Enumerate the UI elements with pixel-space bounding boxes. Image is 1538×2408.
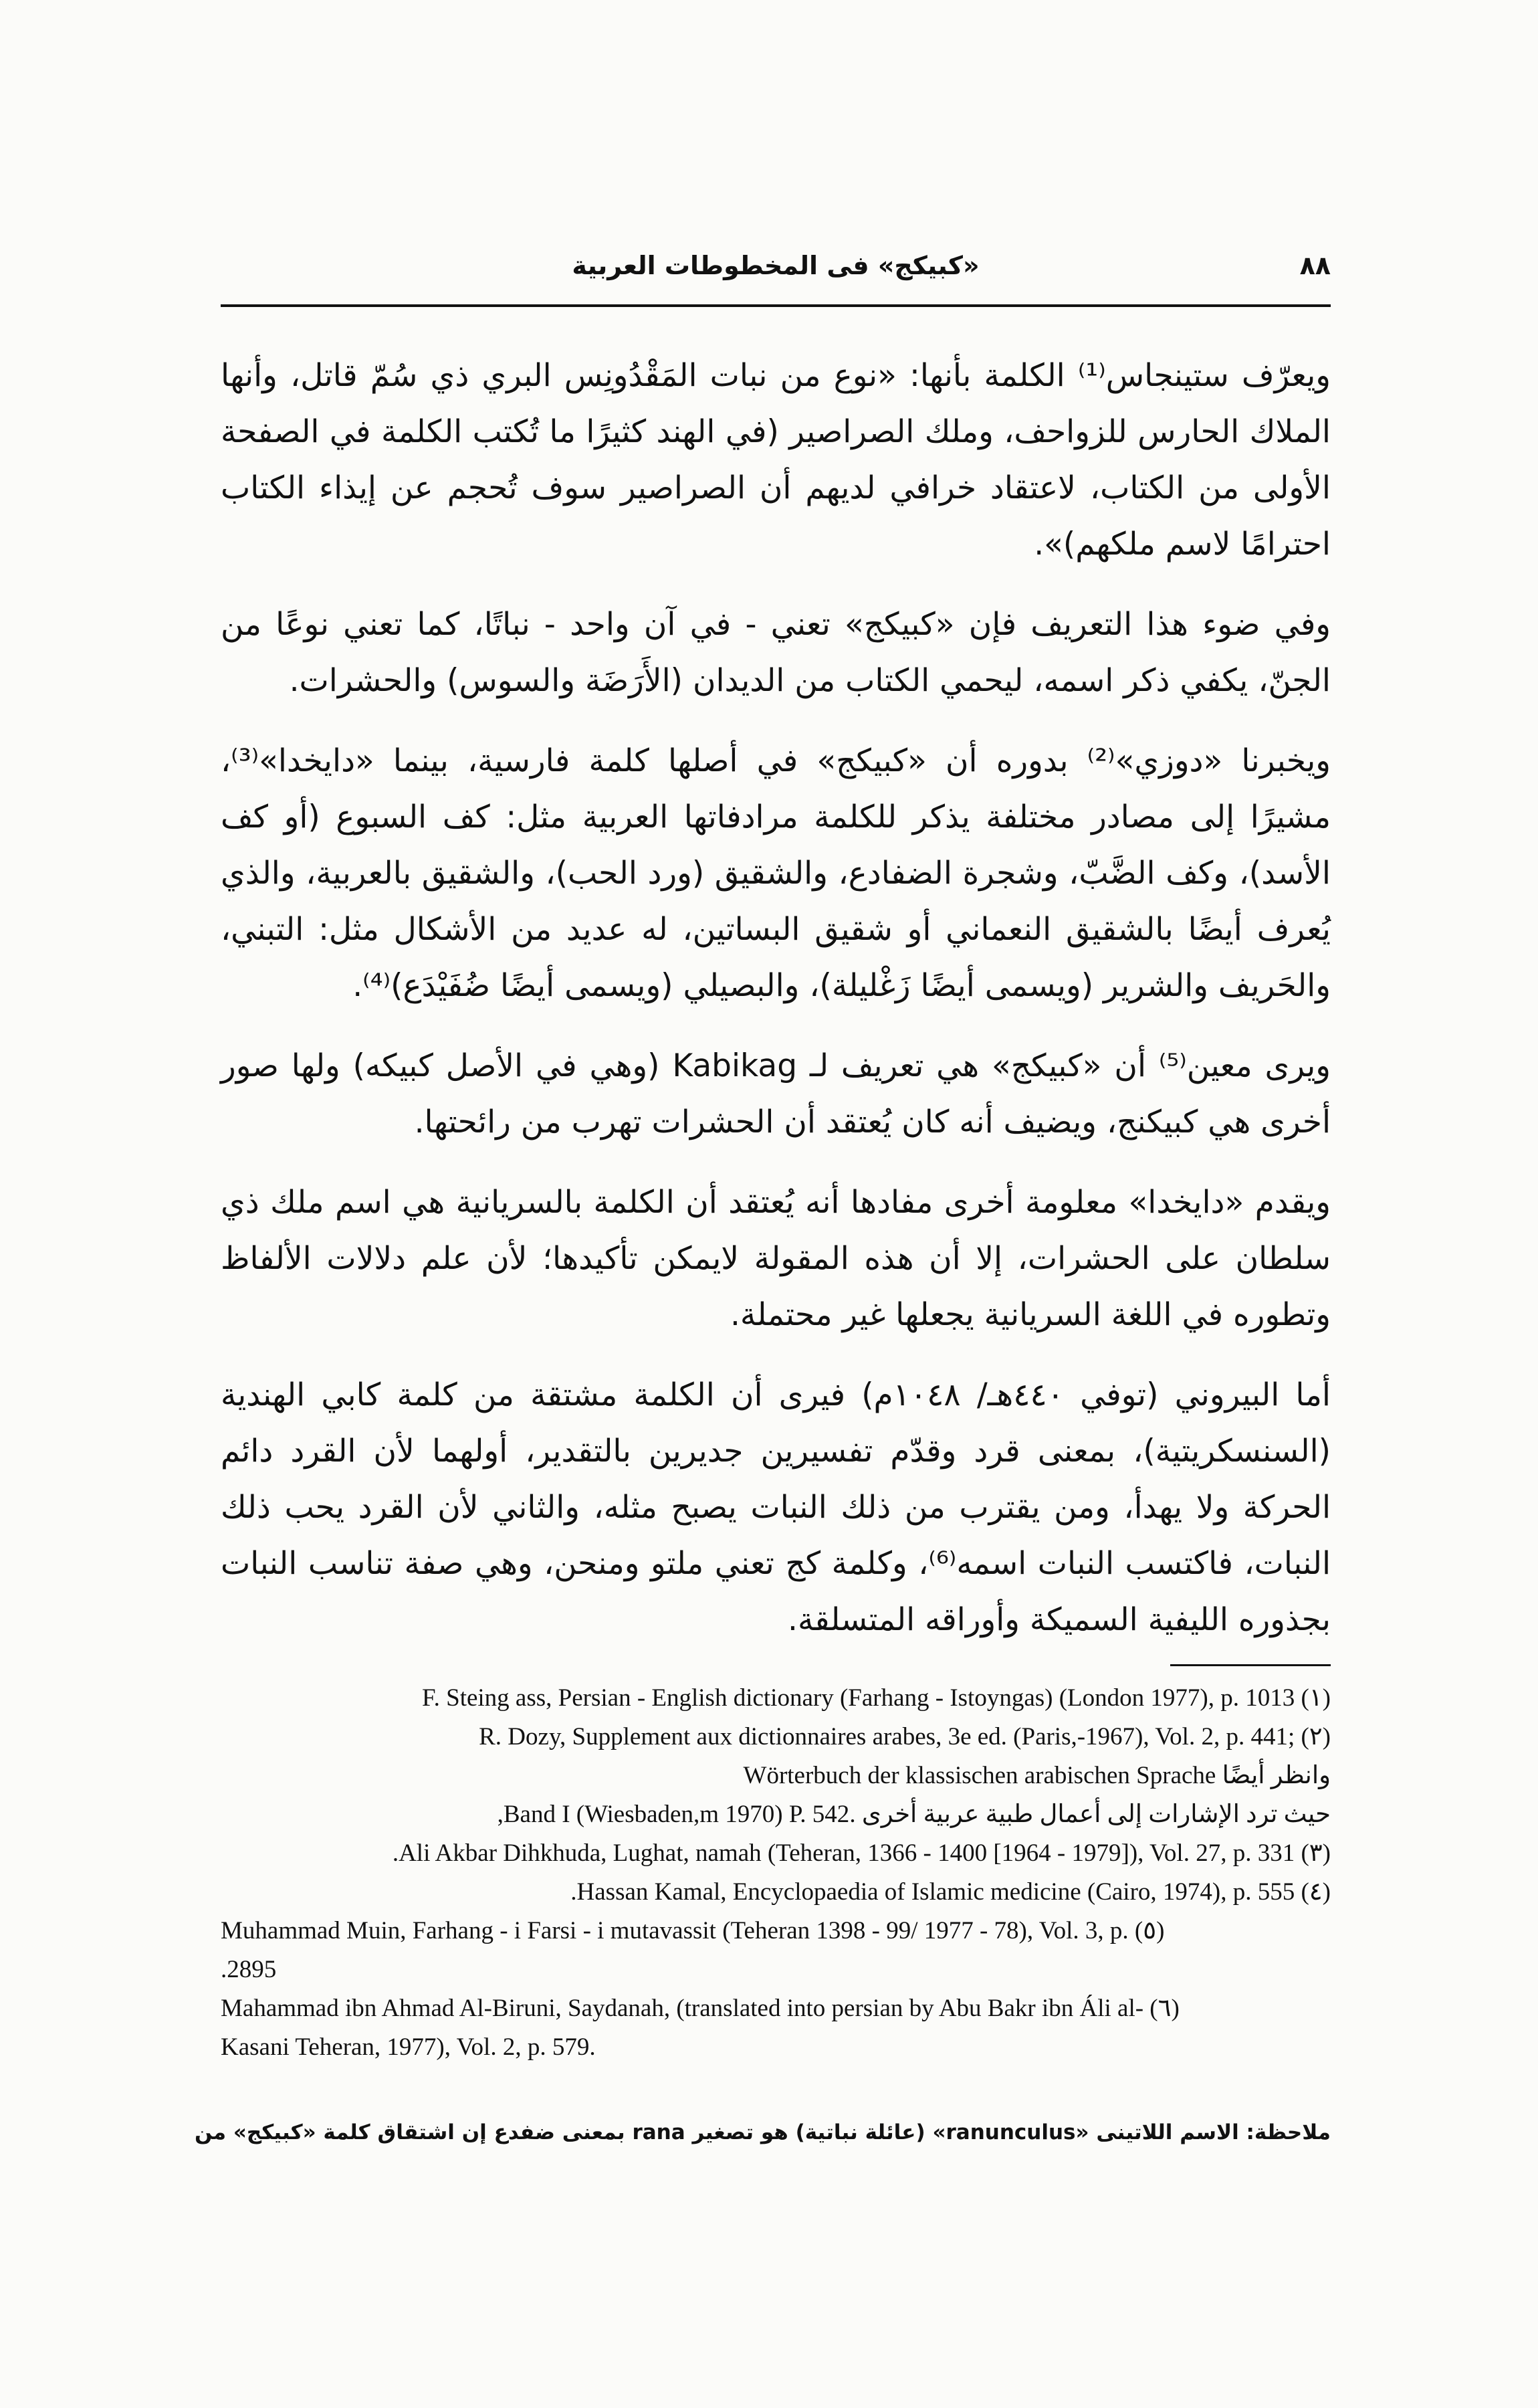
footnote: .2895 — [221, 1956, 277, 1983]
paragraph: وفي ضوء هذا التعريف فإن «كبيكج» تعني - في آن واحد - نباتًا، كما تعني نوعًا من الجنّ، يكفي ذكر اسمه، ليحمي الكتاب من الديدان (الأَرَضَة والسوس) والحشرات. — [221, 606, 1331, 699]
footnote: .Hassan Kamal, Encyclopaedia of Islamic medicine (Cairo, 1974), p. 555 (٤) — [570, 1878, 1331, 1906]
footnotes — [221, 1679, 1331, 2067]
footnote: Muhammad Muin, Farhang - i Farsi - i mutavassit (Teheran 1398 - 99/ 1977 - 78), Vol. 3, p. (٥) — [221, 1917, 1165, 1944]
footnote: وانظر أيضًا Wörterbuch der klassischen arabischen Sprache — [743, 1762, 1331, 1789]
footnote: حيث ترد الإشارات إلى أعمال طبية عربية أخرى .Band I (Wiesbaden,m 1970) P. 542, — [497, 1801, 1331, 1828]
header-rule — [221, 304, 1331, 307]
paragraph: ويرى معين⁽⁵⁾ أن «كبيكج» هي تعريف لـ Kabikag (وهي في الأصل كبيكه) ولها صور أخرى هي كبيكنج، ويضيف أنه كان يُعتقد أن الحشرات تهرب من رائحتها. — [221, 1047, 1331, 1140]
footnote: Kasani Teheran, 1977), Vol. 2, p. 579. — [221, 2033, 596, 2061]
footnote: F. Steing ass, Persian - English dictionary (Farhang - Istoyngas) (London 1977), p. 1013 (١) — [422, 1684, 1331, 1712]
footnote: .Ali Akbar Dihkhuda, Lughat, namah (Teheran, 1366 - 1400 [1964 - 1979]), Vol. 27, p. 331 (٣) — [392, 1839, 1331, 1867]
running-title: «كبيكج» فى المخطوطات العربية — [572, 251, 980, 280]
footnote: R. Dozy, Supplement aux dictionnaires arabes, 3e ed. (Paris,-1967), Vol. 2, p. 441; (٢) — [479, 1723, 1331, 1750]
paragraph: ويخبرنا «دوزي»⁽²⁾ بدوره أن «كبيكج» في أصلها كلمة فارسية، بينما «دايخدا»⁽³⁾، مشيرًا إلى مصادر مختلفة يذكر للكلمة مرادفاتها العربية مثل: كف السبوع (أو كف الأسد)، وكف الضَّبّ، وشجرة الضفادع، والشقيق (ورد الحب)، والشقيق بالعربية، والذي يُعرف أيضًا بالشقيق النعماني أو شقيق البساتين، له عديد من الأشكال مثل: التبني، والحَريف والشرير (ويسمى أيضًا زَغْليلة)، والبصيلي (ويسمى أيضًا ضُفَيْدَع)⁽⁴⁾. — [221, 742, 1331, 1004]
paragraph: ويعرّف ستينجاس⁽¹⁾ الكلمة بأنها: «نوع من نبات المَقْدُونِس البري ذي سُمّ قاتل، وأنها الملاك الحارس للزواحف، وملك الصراصير (في الهند كثيرًا ما تُكتب الكلمة في الصفحة الأولى من الكتاب، لاعتقاد خرافي لديهم أن الصراصير سوف تُحجم عن إيذاء الكتاب احترامًا لاسم ملكهم)». — [221, 357, 1331, 563]
footnote: Mahammad ibn Ahmad Al-Biruni, Saydanah, (translated into persian by Abu Bakr ibn Áli al- (٦) — [221, 1995, 1180, 2022]
page-number: ٨٨ — [1299, 251, 1331, 280]
running-header — [221, 251, 1331, 291]
footnote-separator — [1170, 1664, 1331, 1666]
main-text — [221, 348, 1331, 1672]
remark-note: ملاحظة: الاسم اللاتينى «ranunculus» (عائلة نباتية) هو تصغير rana بمعنى ضفدع إن اشتقاق كلمة «كبيكج» من — [194, 2120, 1331, 2144]
paragraph: أما البيروني (توفي ٤٤٠هـ/ ١٠٤٨م) فيرى أن الكلمة مشتقة من كلمة كابي الهندية (السنسكريتية)، بمعنى قرد وقدّم تفسيرين جديرين بالتقدير، أولهما لأن القرد دائم الحركة ولا يهدأ، ومن يقترب من ذلك النبات يصبح مثله، والثاني لأن القرد يحب ذلك النبات، فاكتسب النبات اسمه⁽⁶⁾، وكلمة كج تعني ملتو ومنحن، وهي صفة تناسب النبات بجذوره الليفية السميكة وأوراقه المتسلقة. — [221, 1377, 1331, 1638]
paragraph: ويقدم «دايخدا» معلومة أخرى مفادها أنه يُعتقد أن الكلمة بالسريانية هي اسم ملك ذي سلطان على الحشرات، إلا أن هذه المقولة لايمكن تأكيدها؛ لأن علم دلالات الألفاظ وتطوره في اللغة السريانية يجعلها غير محتملة. — [221, 1184, 1331, 1333]
